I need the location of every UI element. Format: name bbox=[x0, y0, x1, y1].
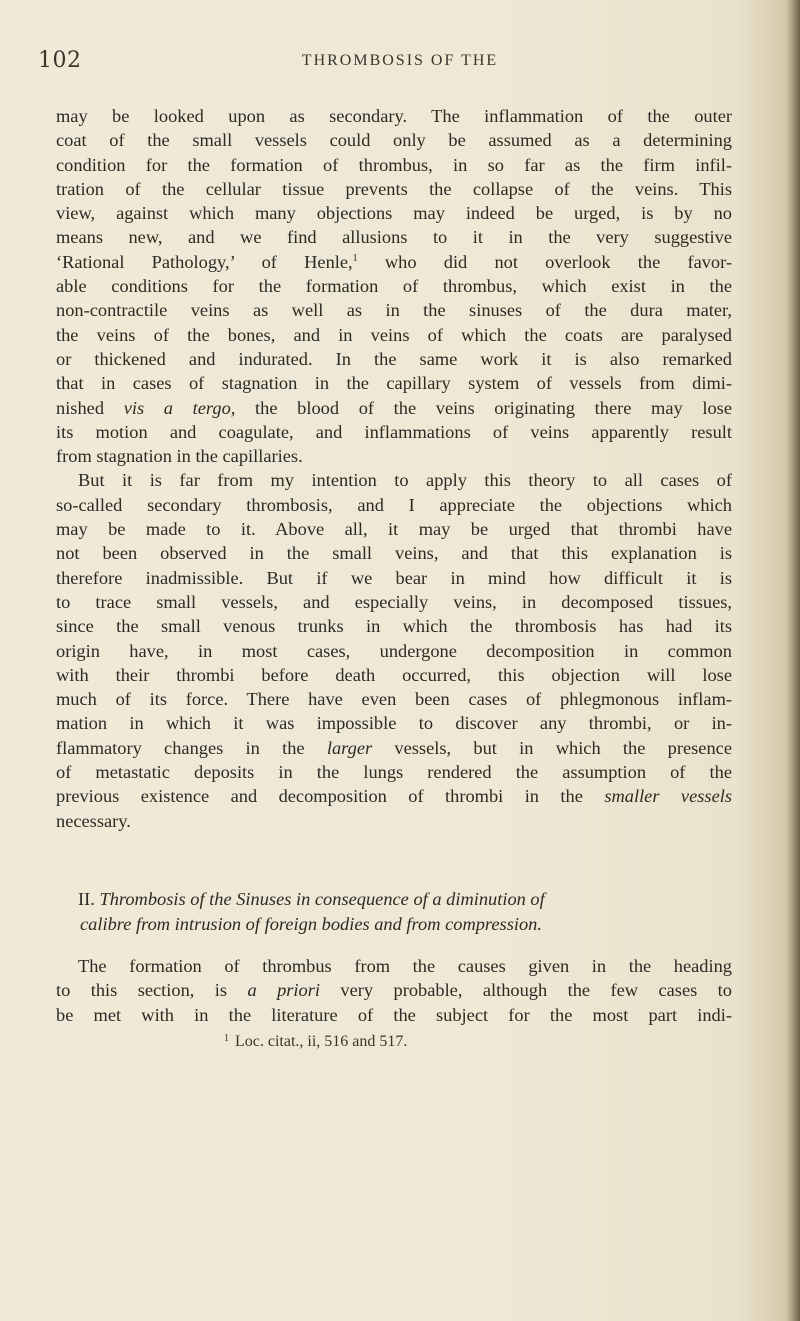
text-line: means new, and we find allusions to it in the very suggestive bbox=[56, 227, 732, 248]
text-line bbox=[56, 978, 732, 1002]
footnote-reference: 1 bbox=[352, 252, 358, 264]
text-span: to this section, is bbox=[56, 980, 248, 1001]
text-line: able conditions for the formation of thrombus, which exist in the bbox=[56, 276, 732, 297]
section-heading-line bbox=[78, 887, 718, 912]
text-span: nished bbox=[56, 397, 105, 418]
text-span: vessels, but in which the presence bbox=[372, 737, 732, 758]
section-text bbox=[56, 954, 732, 1027]
text-span: ‘Rational Pathology,’ of Henle, bbox=[56, 251, 353, 272]
text-line: may be looked upon as secondary. The inflammation of the outer bbox=[56, 106, 732, 126]
section-numeral: II. bbox=[78, 889, 95, 909]
text-line: since the small venous trunks in which the thrombosis has had its bbox=[56, 616, 732, 637]
text-line: tration of the cellular tissue prevents the collapse of the veins. This bbox=[56, 178, 732, 199]
footnote-marker: 1 bbox=[224, 1033, 229, 1044]
text-line: origin have, in most cases, undergone decomposition in common bbox=[56, 640, 732, 661]
page-number: 102 bbox=[38, 48, 82, 73]
section-heading bbox=[78, 887, 718, 936]
text-line: to trace small vessels, and especially veins, in decomposed tissues, bbox=[56, 591, 732, 612]
text-line: or thickened and indurated. In the same work it is also remarked bbox=[56, 348, 732, 369]
text-line: The formation of thrombus from the causes given in the heading bbox=[78, 956, 732, 976]
text-line: much of its force. There have even been cases of phlegmonous inflam- bbox=[56, 689, 732, 710]
section-heading-line bbox=[78, 912, 718, 937]
text-line: the veins of the bones, and in veins of which the coats are paralysed bbox=[56, 324, 732, 345]
text-span: who did not overlook the favor- bbox=[357, 251, 732, 272]
text-line: of metastatic deposits in the lungs rendered the assumption of the bbox=[56, 762, 732, 783]
text-span: very probable, although the few cases to bbox=[320, 980, 732, 1001]
page-edge-shadow bbox=[786, 0, 800, 1321]
italic-phrase: smaller vessels bbox=[604, 786, 732, 807]
text-line: But it is far from my intention to apply this theory to all cases of bbox=[78, 470, 732, 491]
text-span: flammatory changes in the bbox=[56, 737, 305, 758]
body-text bbox=[56, 104, 732, 833]
text-span: previous existence and decomposition of thrombi in the bbox=[56, 786, 583, 807]
italic-phrase: larger bbox=[326, 737, 373, 758]
text-line bbox=[56, 250, 732, 274]
italic-phrase: vis a tergo, bbox=[123, 397, 236, 418]
text-line: with their thrombi before death occurred, this objection will lose bbox=[56, 664, 732, 685]
text-line bbox=[56, 736, 732, 760]
footnote-text: Loc. citat., ii, 516 and 517. bbox=[235, 1033, 408, 1050]
text-line: therefore inadmissible. But if we bear in mind how difficult it is bbox=[56, 567, 732, 588]
section-title-continued: calibre from intrusion of foreign bodies and from compression. bbox=[80, 913, 542, 934]
text-line: from stagnation in the capillaries. bbox=[56, 446, 303, 467]
text-line: necessary. bbox=[56, 810, 131, 831]
text-line: be met with in the literature of the subject for the most part indi- bbox=[56, 1004, 732, 1025]
text-line: not been observed in the small veins, and that this explanation is bbox=[56, 543, 732, 564]
italic-phrase: a priori bbox=[247, 980, 320, 1001]
text-line: may be made to it. Above all, it may be urged that thrombi have bbox=[56, 519, 732, 540]
text-line bbox=[56, 784, 732, 808]
text-line: coat of the small vessels could only be assumed as a determining bbox=[56, 130, 732, 151]
text-line: view, against which many objections may indeed be urged, is by no bbox=[56, 203, 732, 224]
text-line bbox=[56, 396, 732, 420]
footnote bbox=[224, 1033, 407, 1051]
text-line: non-contractile veins as well as in the sinuses of the dura mater, bbox=[56, 300, 732, 321]
text-span: the blood of the veins originating there may lose bbox=[235, 397, 733, 418]
running-head: THROMBOSIS OF THE bbox=[301, 52, 499, 69]
section-title: Thrombosis of the Sinuses in consequence of a diminution of bbox=[99, 889, 545, 909]
text-line: its motion and coagulate, and inflammations of veins apparently result bbox=[56, 421, 732, 442]
text-line: so-called secondary thrombosis, and I appreciate the objections which bbox=[56, 494, 732, 515]
text-line: mation in which it was impossible to discover any thrombi, or in- bbox=[56, 713, 732, 734]
text-line: condition for the formation of thrombus, in so far as the firm infil- bbox=[56, 154, 732, 175]
text-line: that in cases of stagnation in the capillary system of vessels from dimi- bbox=[56, 373, 732, 394]
